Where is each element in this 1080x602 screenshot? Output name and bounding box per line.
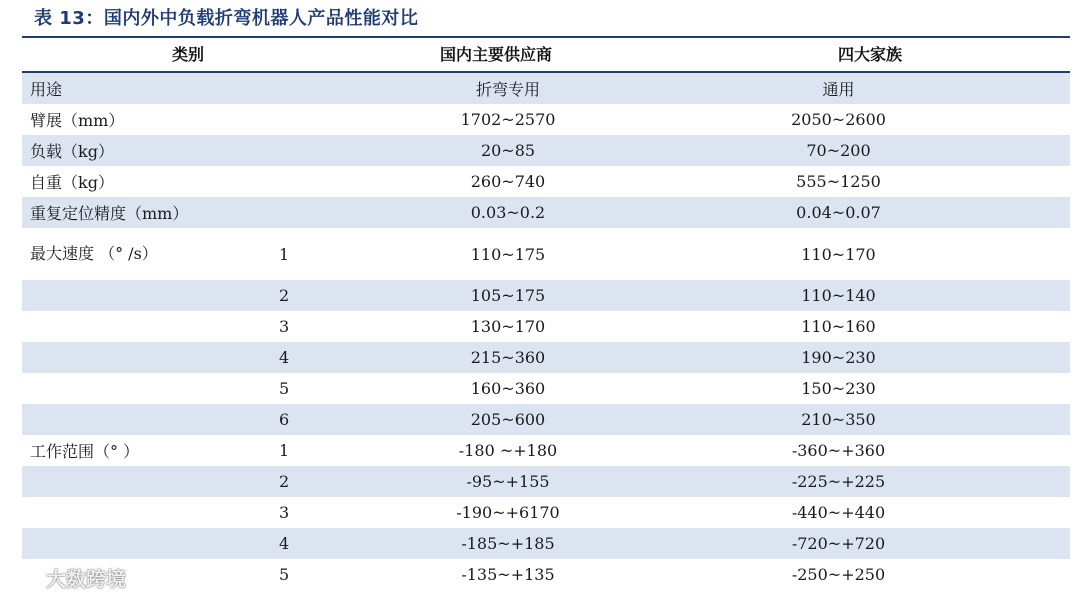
table-row [22,135,1070,166]
row-big-four-value: -720~+720 [607,528,1070,559]
table-row [22,311,1070,342]
row-label [22,342,279,373]
row-domestic-value: 105~175 [409,280,607,311]
row-label [22,466,279,497]
table-header [22,38,1070,73]
row-label: 工作范围（° ） [30,442,140,461]
row-big-four-value: 110~160 [801,317,876,336]
row-big-four-value: -360~+360 [791,441,886,460]
row-big-four-value: 190~230 [607,342,1070,373]
comparison-table [22,73,1070,590]
row-label: 自重（kg） [30,173,114,192]
row-sub-index: 6 [279,404,409,435]
table-row [22,280,1070,311]
row-domestic-value: -185~+185 [409,528,607,559]
row-sub-index: 1 [279,244,290,264]
header-big-four: 四大家族 [838,45,903,64]
row-domestic-value: 215~360 [409,342,607,373]
watermark-text: 大数跨境 [46,567,126,591]
table-row [22,404,1070,435]
table-row [22,73,1070,104]
table-row [22,104,1070,135]
header-domestic: 国内主要供应商 [440,45,553,64]
table-row [22,228,1070,280]
row-domestic-value: 20~85 [409,135,607,166]
weibo-logo-icon [6,567,42,589]
table-row [22,435,1070,466]
row-domestic-value: -95~+155 [409,466,607,497]
row-domestic-value: -190~+6170 [456,503,560,522]
table-row [22,373,1070,404]
watermark [6,563,126,592]
row-sub-index: 2 [279,280,409,311]
row-sub-index: 4 [279,528,409,559]
row-label [22,373,279,404]
table-row [22,528,1070,559]
row-sub-index: 3 [279,503,290,522]
row-label: 负载（kg） [22,135,279,166]
row-big-four-value: 通用 [607,73,1070,104]
row-domestic-value: -135~+135 [461,565,555,584]
table-row [22,342,1070,373]
row-big-four-value: 150~230 [801,379,876,398]
row-big-four-value: 110~140 [607,280,1070,311]
row-big-four-value: 555~1250 [796,172,881,191]
row-label [22,404,279,435]
row-label: 用途 [22,73,279,104]
table-title: 表 13：国内外中负载折弯机器人产品性能对比 [34,8,419,29]
row-big-four-value: 210~350 [607,404,1070,435]
header-category: 类别 [172,45,205,64]
row-sub-index [279,166,409,197]
row-big-four-value: 70~200 [607,135,1070,166]
row-domestic-value: 130~170 [470,317,546,336]
row-label [22,497,279,528]
row-domestic-value: 110~175 [470,244,546,264]
row-domestic-value: 205~600 [409,404,607,435]
row-domestic-value: -180 ~+180 [458,441,558,460]
row-big-four-value: -225~+225 [607,466,1070,497]
row-label [22,311,279,342]
row-sub-index [279,73,409,104]
row-domestic-value: 0.03~0.2 [409,197,607,228]
row-sub-index: 2 [279,466,409,497]
row-big-four-value: 2050~2600 [791,110,886,129]
row-sub-index [279,104,409,135]
row-domestic-value: 160~360 [470,379,546,398]
row-sub-index: 5 [279,565,290,584]
row-domestic-value: 260~740 [470,172,546,191]
row-domestic-value: 折弯专用 [409,73,607,104]
row-sub-index: 4 [279,342,409,373]
row-sub-index: 5 [279,379,290,398]
row-sub-index [279,197,409,228]
table-row [22,197,1070,228]
row-sub-index: 1 [279,441,290,460]
row-big-four-value: -250~+250 [791,565,886,584]
row-big-four-value: 0.04~0.07 [607,197,1070,228]
row-sub-index [279,135,409,166]
table-row [22,166,1070,197]
row-label [22,528,279,559]
table-row [22,497,1070,528]
row-label: 最大速度 （° /s） [30,244,158,263]
row-sub-index: 3 [279,317,290,336]
row-domestic-value: 1702~2570 [460,110,556,129]
table-row [22,559,1070,590]
row-big-four-value: 110~170 [801,244,876,264]
table-row [22,466,1070,497]
row-label: 重复定位精度（mm） [22,197,279,228]
row-big-four-value: -440~+440 [791,503,886,522]
row-label [22,280,279,311]
row-label: 臂展（mm） [30,111,125,130]
